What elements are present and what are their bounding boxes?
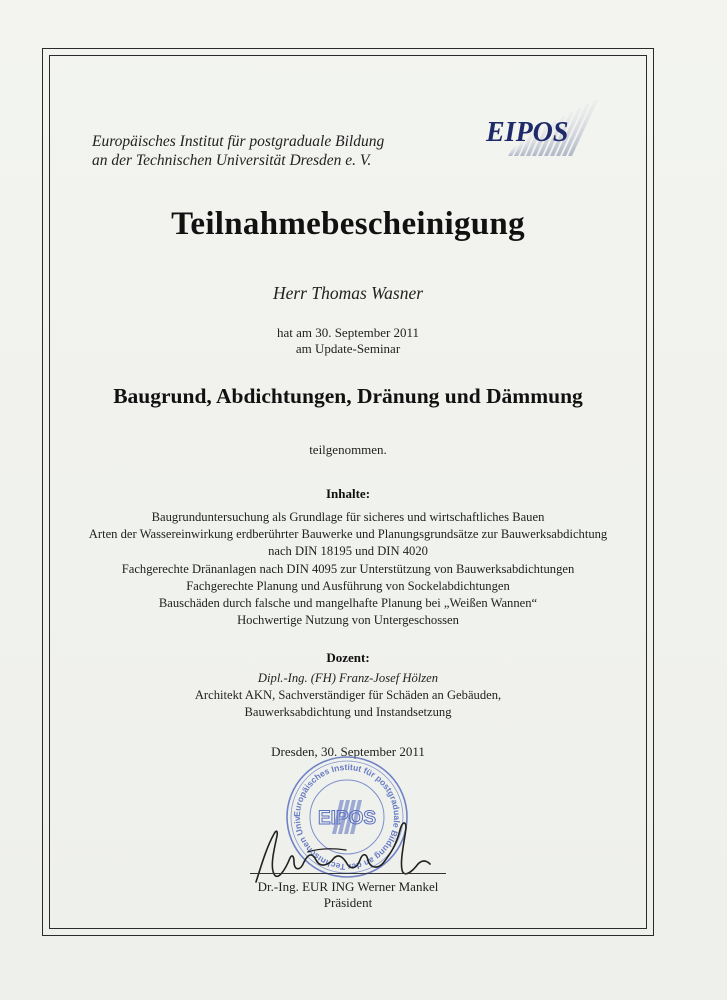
attendance-line-1: hat am 30. September 2011 [276, 325, 420, 340]
contents-item: nach DIN 18195 und DIN 4020 [268, 544, 428, 559]
place-date: Dresden, 30. September 2011 [271, 744, 425, 759]
signatory-name: Dr.-Ing. EUR ING Werner Mankel [257, 879, 439, 894]
logo-text: EIPOS [486, 117, 569, 148]
eipos-logo [464, 98, 604, 158]
lecturer-name: Dipl.-Ing. (FH) Franz-Josef Hölzen [257, 671, 439, 685]
seminar-title: Baugrund, Abdichtungen, Dränung und Dämmung [113, 384, 583, 408]
lecturer-heading: Dozent: [326, 650, 370, 665]
lecturer-line-2: Bauwerksabdichtung und Instandsetzung [244, 705, 452, 720]
contents-item: Hochwertige Nutzung von Untergeschossen [237, 613, 459, 628]
eipos-logo-graphic [464, 98, 604, 158]
contents-heading: Inhalte: [325, 486, 371, 501]
contents-item: Fachgerechte Planung und Ausführung von Sockelabdichtungen [186, 578, 510, 593]
signature-graphic [250, 800, 440, 890]
lecturer-line-1: Architekt AKN, Sachverständiger für Schäden an Gebäuden, [194, 688, 502, 703]
contents-item: Fachgerechte Dränanlagen nach DIN 4095 zur Unterstützung von Bauwerksabdichtungen [121, 561, 575, 576]
attendance-line-2: am Update-Seminar [295, 341, 401, 356]
participant-name: Herr Thomas Wasner [272, 283, 424, 303]
institute-name [92, 132, 384, 170]
institute-line-1: Europäisches Institut für postgraduale Bildung [92, 133, 385, 150]
document-title: Teilnahmebescheinigung [171, 206, 525, 242]
signature-line [250, 873, 446, 874]
contents-list [49, 509, 647, 629]
institute-line-2: an der Technischen Universität Dresden e. V. [92, 152, 372, 169]
seal-ring-text: Europäisches Institut für postgraduale Bildung an der Technischen Univ [291, 761, 403, 873]
signatory-block [49, 879, 647, 911]
contents-item: Baugrunduntersuchung als Grundlage für sicheres und wirtschaftliches Bauen [151, 510, 545, 524]
contents-item: Bauschäden durch falsche und mangelhafte Planung bei „Weißen Wannen“ [158, 596, 538, 611]
lecturer-details [49, 670, 647, 722]
signatory-role: Präsident [323, 895, 373, 910]
seal-center-text: EIPOS [317, 808, 377, 829]
attendance-text [49, 325, 647, 357]
participated-text: teilgenommen. [309, 442, 387, 457]
contents-item: Arten der Wassereinwirkung erdberührter Bauwerke und Planungsgrundsätze zur Bauwerksabdichtung [88, 527, 608, 542]
handwritten-signature [250, 800, 440, 890]
